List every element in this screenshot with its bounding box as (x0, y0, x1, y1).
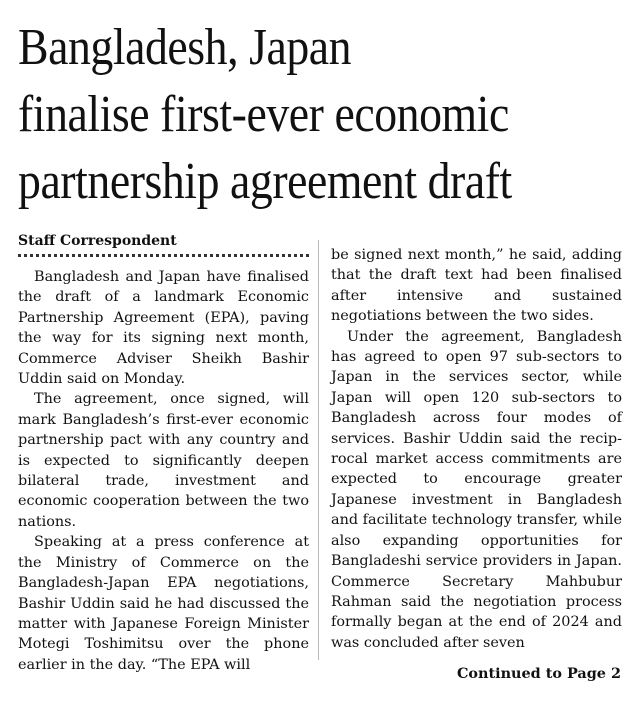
headline-line-3: partnership agreement draft (18, 153, 512, 210)
headline-line-1: Bangladesh, Japan (18, 19, 352, 76)
continued-to-page-link[interactable]: Continued to Page 2 (456, 665, 621, 682)
column-divider (318, 240, 319, 660)
article-paragraph: Under the agreement, Bangladesh has agreed to open 97 sub-sectors to Japan in the services sector, while Japan will open 120 sub-sectors to Bangladesh across four modes of services. Bashir Uddin said the reciprocal market access commitments are expected to encourage greater Japanese investment in Bangladesh and facilitate technology transfer, while also expanding opportunities for Bangladeshi service providers in Japan. Commerce Secretary Mahbubur Rahman said the negotiation process formally began at the end of 2024 and was concluded after seven (331, 328, 622, 651)
article-paragraph-continued: be signed next month,” he said, adding that the draft text had been finalised after intensive and sustained negotiations between the two sides. (331, 247, 622, 325)
article-column-left (18, 267, 309, 675)
byline: Staff Correspondent (18, 233, 177, 249)
headline-line-2: finalise first-ever economic (18, 86, 509, 143)
article-paragraph: Speaking at a press conference at the Ministry of Commerce on the Bangladesh-Japan EPA negotiations, Bashir Uddin said he had discussed the matter with Japanese Foreign Minister Motegi Toshimitsu over the phone earlier in the day. “The EPA will (18, 534, 309, 673)
article-paragraph: The agreement, once signed, will mark Bangladesh’s first-ever economic partnership pact with any country and is expected to significantly deepen bilateral trade, investment and economic cooperation between the two nations. (18, 391, 309, 530)
headline (18, 14, 550, 215)
byline-dotted-rule (18, 254, 309, 257)
article-paragraph: Bangladesh and Japan have finalised the draft of a landmark Economic Partnership Agreement (EPA), paving the way for its signing next month, Commerce Adviser Sheikh Bashir Uddin said on Monday. (18, 269, 309, 388)
article-column-right (331, 245, 622, 653)
